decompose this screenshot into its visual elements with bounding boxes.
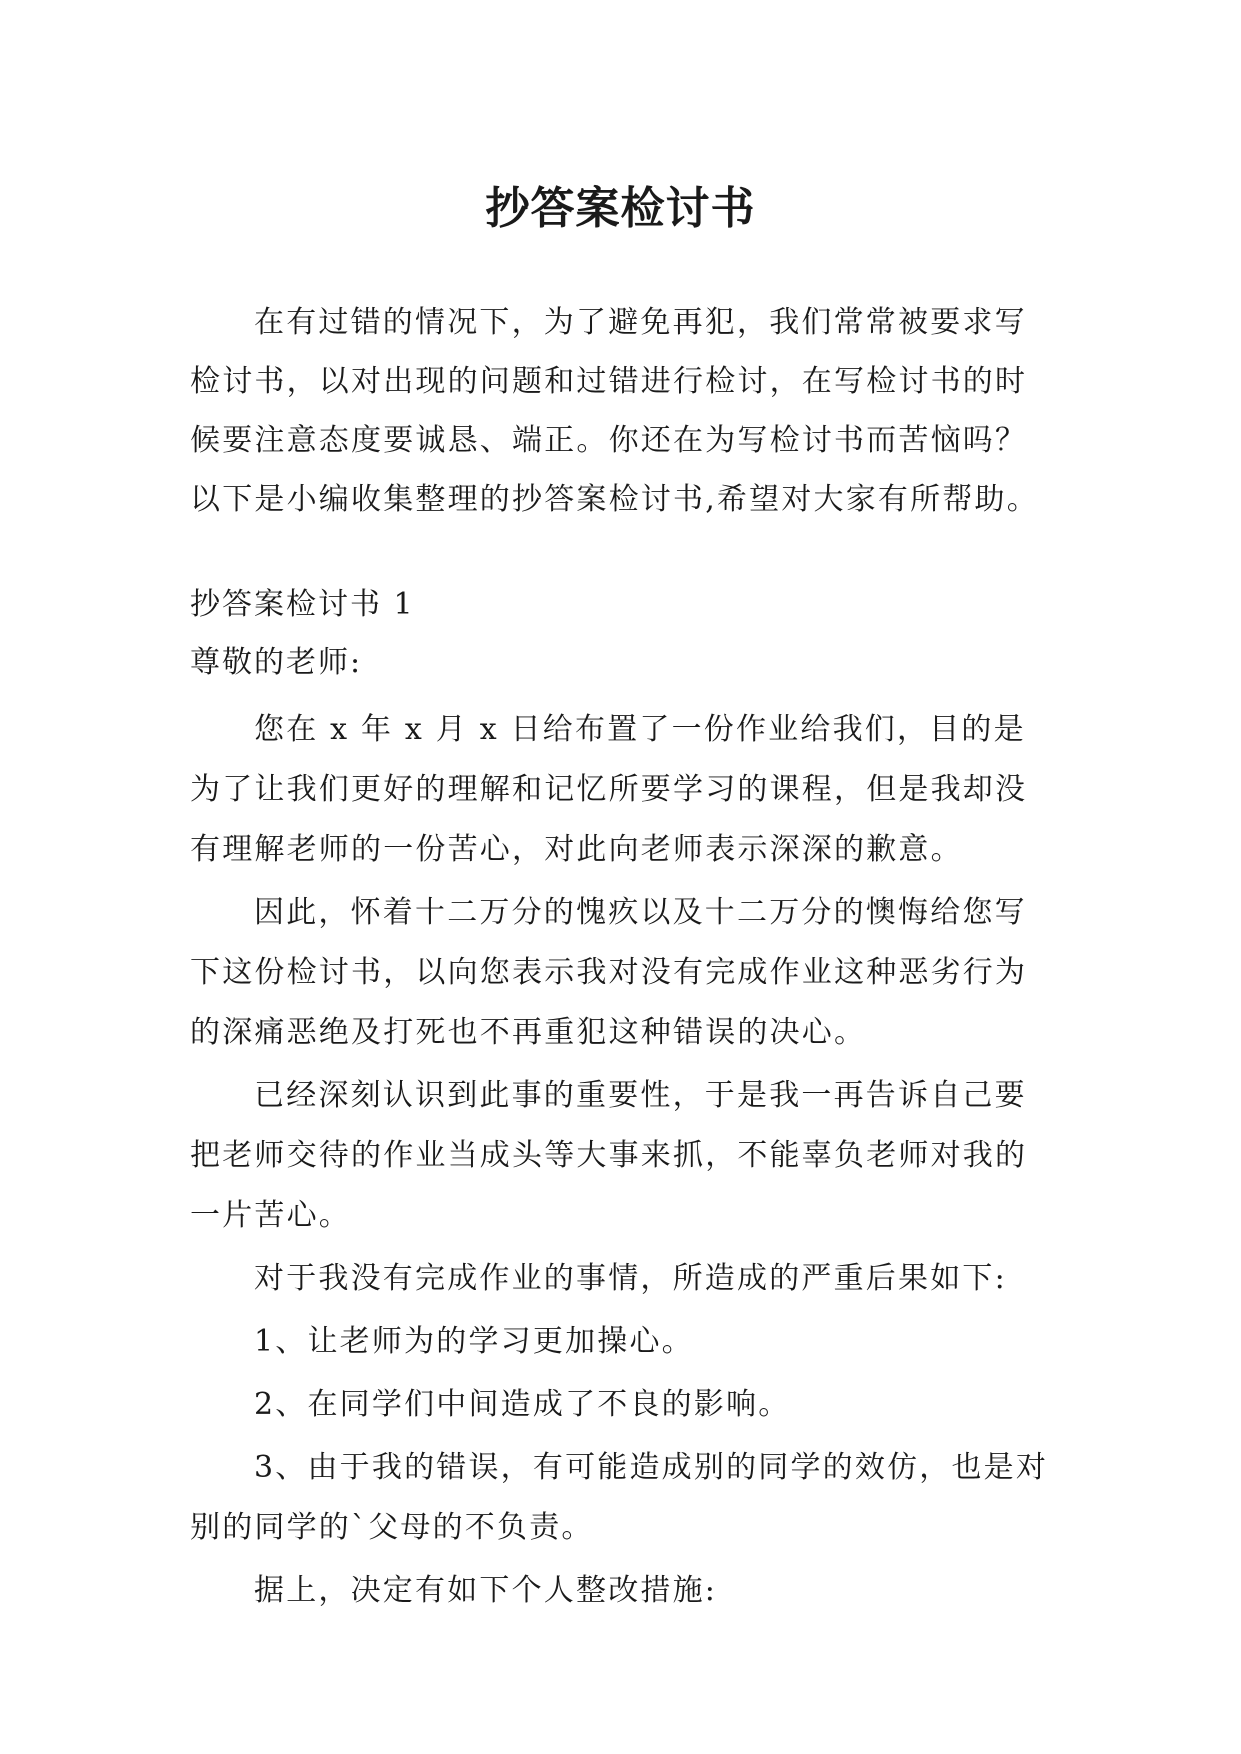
paragraph-4: 对于我没有完成作业的事情，所造成的严重后果如下: [254,1261,1007,1296]
list-item-1: 1、让老师为的学习更加操心。 [254,1324,694,1359]
paragraph-5: 据上，决定有如下个人整改措施: [254,1573,718,1608]
intro-paragraph: 在有过错的情况下，为了避免再犯，我们常常被要求写检讨书，以对出现的问题和过错进行检讨，在写检讨书的时候要注意态度要诚恳、端正。你还在为写检讨书而苦恼吗？以下是小编收集整理的抄答案检讨书,希望对大家有所帮助。 [190,305,1039,517]
document-title: 抄答案检讨书 [485,183,756,235]
letter-body [190,700,1052,1624]
section-title: 抄答案检讨书 1 [190,587,415,622]
salutation: 尊敬的老师: [190,645,363,680]
list-item-3: 3、由于我的错误，有可能造成别的同学的效仿，也是对别的同学的`父母的不负责。 [190,1450,1049,1545]
paragraph-2: 因此，怀着十二万分的愧疚以及十二万分的懊悔给您写下这份检讨书，以向您表示我对没有完成作业这种恶劣行为的深痛恶绝及打死也不再重犯这种错误的决心。 [190,895,1028,1050]
list-item-2: 2、在同学们中间造成了不良的影响。 [254,1387,791,1422]
paragraph-3: 已经深刻认识到此事的重要性，于是我一再告诉自己要把老师交待的作业当成头等大事来抓，不能辜负老师对我的一片苦心。 [190,1078,1028,1233]
paragraph-1: 您在 x 年 x 月 x 日给布置了一份作业给我们，目的是为了让我们更好的理解和记忆所要学习的课程，但是我却没有理解老师的一份苦心，对此向老师表示深深的歉意。 [190,712,1028,867]
